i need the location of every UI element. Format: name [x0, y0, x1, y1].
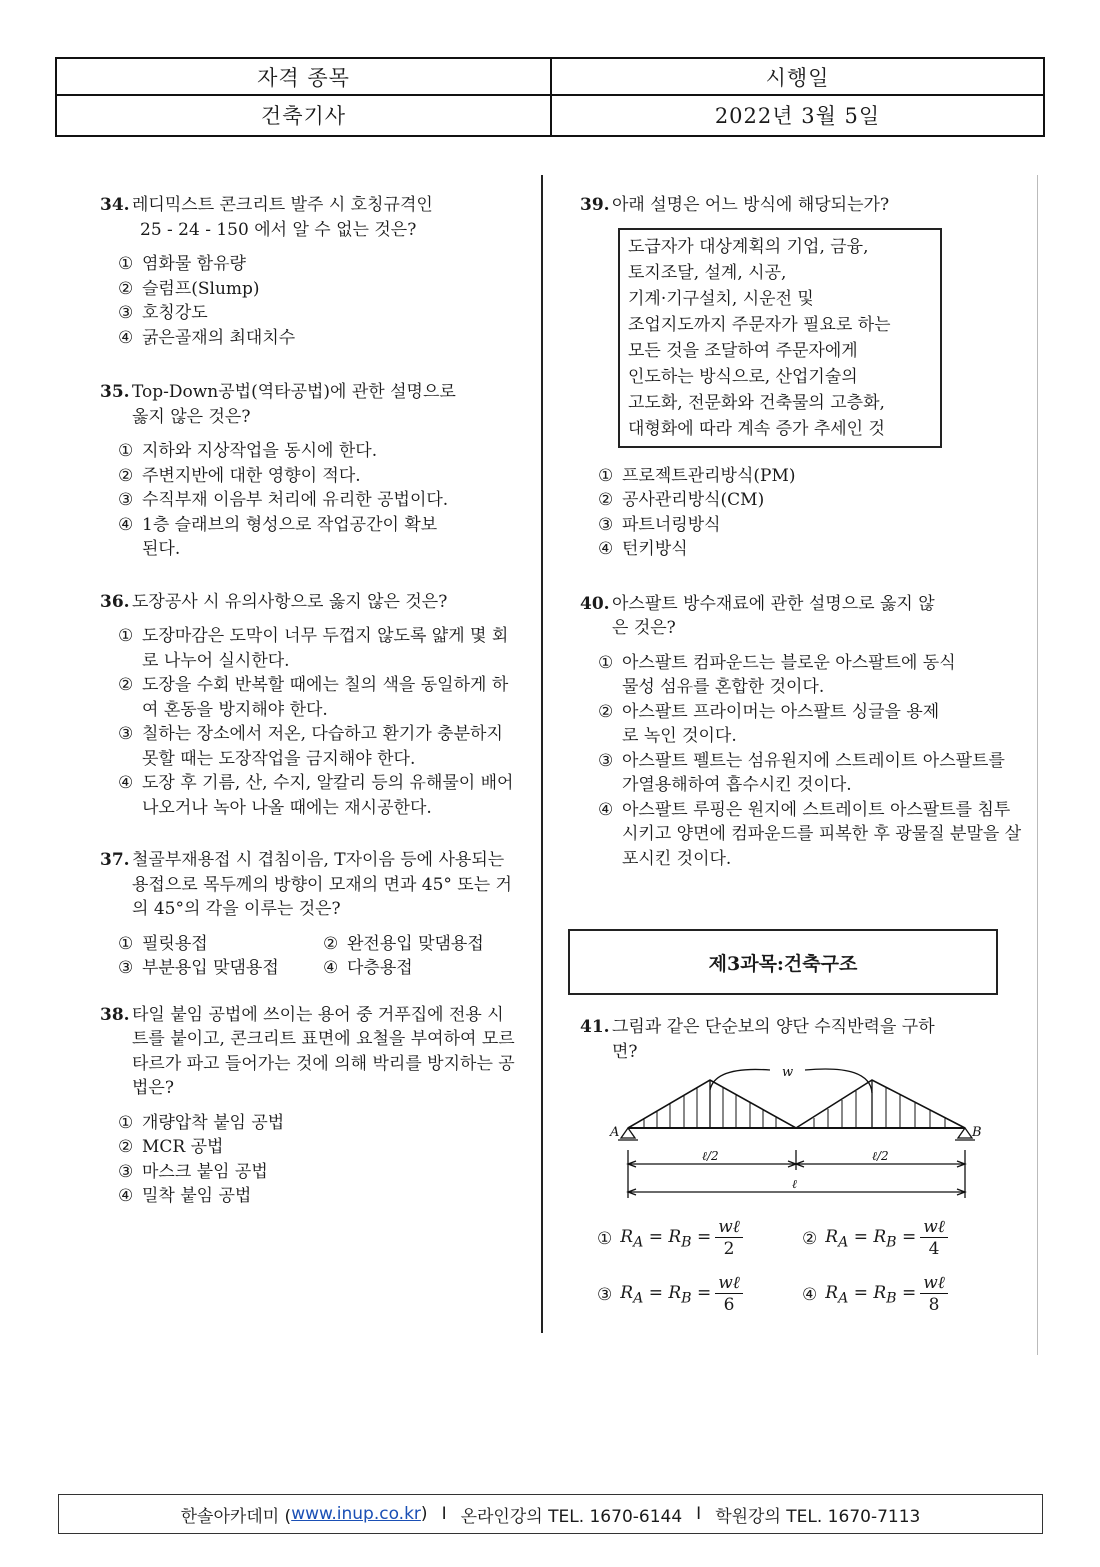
fraction	[715, 1273, 743, 1316]
option-3[interactable]	[118, 301, 520, 326]
right-margin-line	[1037, 175, 1038, 1355]
option-1[interactable]	[118, 252, 520, 277]
question-number: 38.	[100, 1004, 130, 1025]
academy-close: )	[420, 1504, 428, 1524]
option-mark: ②	[802, 1228, 818, 1249]
option-grid	[118, 932, 520, 981]
box-line: 고도화, 전문화와 건축물의 고층화,	[628, 392, 885, 413]
question-text: 타일 붙임 공법에 쓰이는 용어 중 거푸집에 전용 시트를 붙이고, 콘크리트 표면에 요철을 부여하여 모르타르가 파고 들어가는 것에 의해 박리를 방지하는 공법은?	[132, 1004, 515, 1098]
box-line: 기계·기구설치, 시운전 및	[628, 288, 814, 309]
option-1[interactable]	[118, 624, 520, 673]
fraction	[920, 1217, 948, 1260]
option-text: 도장을 수회 반복할 때에는 칠의 색을 동일하게 하여 혼동을 방지해야 한다.	[142, 675, 509, 720]
option-mark: ②	[118, 675, 134, 695]
option-mark: ③	[118, 958, 134, 978]
option-text: 1층 슬래브의 형성으로 작업공간이 확보된다.	[142, 514, 438, 559]
option-mark: ③	[118, 1161, 134, 1182]
option-text: 완전용입 맞댐용접	[347, 933, 484, 954]
website-link[interactable]: www.inup.co.kr	[291, 1504, 421, 1524]
option-mark: ①	[118, 626, 134, 646]
option-mark: ②	[118, 278, 134, 299]
option-text: 칠하는 장소에서 저온, 다습하고 환기가 충분하지 못할 때는 도장작업을 금지해야 한다.	[142, 724, 503, 769]
option-3[interactable]	[118, 956, 323, 981]
option-list	[598, 651, 1022, 872]
question-text: 아스팔트 방수재료에 관한 설명으로 옳지 않은 것은?	[612, 593, 935, 638]
option-text: 주변지반에 대한 영향이 적다.	[142, 465, 361, 486]
option-1[interactable]	[118, 1111, 520, 1136]
option-text: 개량압착 붙임 공법	[142, 1112, 285, 1133]
option-mark: ①	[118, 933, 134, 954]
option-1[interactable]	[597, 1217, 743, 1260]
question-37	[100, 848, 520, 981]
denominator: 6	[723, 1295, 735, 1315]
option-mark: ②	[118, 1137, 134, 1157]
option-text: 아스팔트 펠트는 섬유원지에 스트레이트 아스팔트를 가열용해하여 흡수시킨 것이다.	[622, 750, 1005, 795]
option-2[interactable]	[598, 700, 952, 749]
option-mark: ③	[118, 303, 134, 323]
denominator: 4	[928, 1239, 940, 1259]
option-mark: ③	[598, 750, 614, 771]
question-text-line2: 25 - 24 - 150 에서 알 수 없는 것은?	[140, 219, 417, 240]
option-text: 아스팔트 컴파운드는 블로운 아스팔트에 동식물성 섬유를 혼합한 것이다.	[622, 652, 956, 697]
option-text: 다층용접	[347, 958, 413, 978]
option-text: 도장 후 기름, 산, 수지, 알칼리 등의 유해물이 배어 나오거나 녹아 나올 때에는 재시공한다.	[142, 773, 514, 818]
question-text: Top-Down공법(역타공법)에 관한 설명으로	[132, 382, 456, 402]
subject-section-heading: 제3과목:건축구조	[568, 929, 998, 995]
question-text: 그림과 같은 단순보의 양단 수직반력을 구하면?	[612, 1017, 935, 1062]
option-text: 염화물 함유량	[142, 254, 246, 274]
right-column	[580, 193, 1020, 871]
option-2[interactable]	[802, 1217, 948, 1260]
support-a	[621, 1128, 635, 1138]
load-label: w	[782, 1065, 794, 1080]
box-line: 조업지도까지 주문자가 필요로 하는	[628, 314, 891, 335]
option-mark: ②	[323, 933, 339, 954]
option-3[interactable]	[598, 513, 1020, 538]
option-1[interactable]	[118, 439, 520, 464]
header-date-value: 2022년 3월 5일	[714, 103, 881, 128]
reaction-lhs: $R_A = R_B$ =	[620, 1282, 712, 1307]
option-mark: ③	[598, 514, 614, 535]
question-38	[100, 1003, 520, 1209]
column-divider	[541, 175, 543, 1333]
option-text: 마스크 붙임 공법	[142, 1161, 268, 1182]
option-text: 파트너링방식	[622, 514, 721, 535]
box-line: 토지조달, 설계, 시공,	[628, 262, 787, 283]
option-text: 아스팔트 프라이머는 아스팔트 싱글을 용제로 녹인 것이다.	[622, 701, 940, 746]
academy-name: 한솔아카데미 (	[180, 1506, 292, 1527]
beam-diagram	[600, 1058, 1000, 1208]
option-mark: ④	[118, 514, 134, 535]
exam-header-table	[55, 57, 1045, 137]
question-number: 37.	[100, 850, 130, 870]
option-mark: ②	[598, 701, 614, 722]
option-text: 프로젝트관리방식(PM)	[622, 465, 796, 486]
offline-phone: 학원강의 TEL. 1670-7113	[715, 1506, 921, 1527]
reaction-lhs: $R_A = R_B$ =	[620, 1226, 712, 1251]
option-1[interactable]	[118, 932, 323, 957]
option-mark: ①	[598, 652, 614, 673]
option-mark: ①	[118, 1112, 134, 1133]
option-mark: ④	[598, 799, 614, 820]
option-mark: ①	[118, 254, 134, 274]
box-line: 도급자가 대상계획의 기업, 금융,	[628, 236, 869, 257]
option-list	[118, 1111, 520, 1209]
option-mark: ②	[598, 490, 614, 510]
separator: I	[441, 1504, 447, 1524]
question-number: 39.	[580, 195, 610, 215]
left-column	[100, 193, 520, 1209]
online-phone: 온라인강의 TEL. 1670-6144	[460, 1506, 683, 1527]
option-text: 밀착 붙임 공법	[142, 1186, 252, 1206]
header-label-subject: 자격 종목	[57, 59, 552, 94]
option-mark: ④	[323, 958, 339, 978]
option-4[interactable]	[802, 1273, 948, 1316]
question-number: 36.	[100, 591, 130, 612]
option-2[interactable]	[323, 932, 528, 957]
question-34	[100, 193, 520, 350]
question-text: 도장공사 시 유의사항으로 옳지 않은 것은?	[132, 591, 448, 612]
footer-bar	[58, 1494, 1043, 1534]
question-text: 레디믹스트 콘크리트 발주 시 호칭규격인	[132, 195, 433, 215]
option-mark: ④	[598, 539, 614, 559]
option-text: MCR 공법	[142, 1137, 224, 1157]
option-4[interactable]	[598, 798, 1022, 872]
option-text: 슬럼프(Slump)	[142, 278, 260, 299]
option-text: 수직부재 이음부 처리에 유리한 공법이다.	[142, 490, 449, 510]
fraction	[920, 1273, 948, 1316]
option-1[interactable]	[598, 651, 967, 700]
option-4[interactable]	[118, 513, 442, 562]
option-3[interactable]	[598, 749, 1022, 798]
option-text: 호칭강도	[142, 303, 208, 323]
option-mark: ③	[118, 724, 134, 744]
option-text: 도장마감은 도막이 너무 두껍지 않도록 얇게 몇 회로 나누어 실시한다.	[142, 626, 509, 671]
option-mark: ③	[597, 1284, 613, 1305]
option-2[interactable]	[118, 277, 520, 302]
span-label: ℓ	[792, 1177, 797, 1191]
denominator: 2	[723, 1239, 735, 1259]
header-subject-value: 건축기사	[57, 94, 552, 135]
option-3[interactable]	[118, 722, 520, 771]
option-text: 굵은골재의 최대치수	[142, 327, 296, 348]
description-box	[618, 228, 942, 448]
fraction	[715, 1217, 743, 1260]
support-b-label: B	[972, 1125, 982, 1140]
option-list	[118, 439, 520, 562]
box-line: 모든 것을 조달하여 주문자에게	[628, 340, 858, 361]
option-3[interactable]	[118, 488, 520, 513]
question-number: 34.	[100, 195, 130, 215]
question-text-line2: 옳지 않은 것은?	[132, 406, 251, 427]
option-list	[598, 464, 1020, 562]
numerator: wℓ	[715, 1273, 743, 1294]
separator: I	[696, 1504, 702, 1524]
numerator: wℓ	[920, 1273, 948, 1294]
option-4[interactable]	[598, 537, 1020, 562]
option-4[interactable]	[118, 1184, 520, 1209]
option-text: 지하와 지상작업을 동시에 한다.	[142, 441, 378, 461]
header-row-values	[57, 94, 1043, 135]
half-span-label-1: ℓ/2	[702, 1149, 719, 1163]
header-label-date: 시행일	[765, 65, 830, 90]
option-1[interactable]	[598, 464, 1020, 489]
question-39	[580, 193, 1020, 562]
option-text: 공사관리방식(CM)	[622, 490, 765, 510]
option-2[interactable]	[118, 464, 520, 489]
option-mark: ①	[118, 441, 134, 461]
option-text: 턴키방식	[622, 539, 688, 559]
option-text: 필릿용접	[142, 933, 208, 954]
option-text: 아스팔트 루핑은 원지에 스트레이트 아스팔트를 침투 시키고 양면에 컴파운드를 피복한 후 광물질 분말을 살포시킨 것이다.	[622, 799, 1022, 869]
option-mark: ④	[802, 1284, 818, 1305]
question-36	[100, 590, 520, 821]
question-40	[580, 592, 1022, 872]
option-4[interactable]	[323, 956, 528, 981]
option-mark: ①	[598, 465, 614, 486]
option-mark: ②	[118, 465, 134, 486]
half-span-label-2: ℓ/2	[872, 1149, 889, 1163]
question-text: 철골부재용접 시 겹침이음, T자이음 등에 사용되는 용접으로 목두께의 방향이 모재의 면과 45° 또는 거의 45°의 각을 이루는 것은?	[132, 850, 512, 919]
box-line: 대형화에 따라 계속 증가 추세인 것	[628, 418, 885, 439]
question-35	[100, 380, 520, 562]
box-line: 인도하는 방식으로, 산업기술의	[628, 366, 858, 387]
option-2[interactable]	[118, 673, 520, 722]
option-list	[118, 252, 520, 350]
option-3[interactable]	[597, 1273, 743, 1316]
option-4[interactable]	[118, 771, 520, 820]
question-text: 아래 설명은 어느 방식에 해당되는가?	[612, 195, 890, 215]
option-mark: ③	[118, 490, 134, 510]
reaction-lhs: $R_A = R_B$ =	[825, 1226, 917, 1251]
support-b	[958, 1128, 972, 1138]
option-3[interactable]	[118, 1160, 520, 1185]
option-2[interactable]	[598, 488, 1020, 513]
option-list	[118, 624, 520, 820]
option-2[interactable]	[118, 1135, 520, 1160]
question-number: 41.	[580, 1017, 610, 1037]
reaction-lhs: $R_A = R_B$ =	[825, 1282, 917, 1307]
numerator: wℓ	[920, 1217, 948, 1238]
support-a-label: A	[610, 1125, 620, 1140]
option-mark: ④	[118, 1186, 134, 1206]
option-mark: ④	[118, 773, 134, 793]
question-41	[580, 1015, 1000, 1064]
question-number: 40.	[580, 593, 610, 614]
option-mark: ①	[597, 1228, 613, 1249]
numerator: wℓ	[715, 1217, 743, 1238]
question-number: 35.	[100, 382, 130, 402]
option-mark: ④	[118, 327, 134, 348]
header-row-labels	[57, 59, 1043, 96]
option-text: 부분용입 맞댐용접	[142, 958, 279, 978]
denominator: 8	[928, 1295, 940, 1315]
option-4[interactable]	[118, 326, 520, 351]
